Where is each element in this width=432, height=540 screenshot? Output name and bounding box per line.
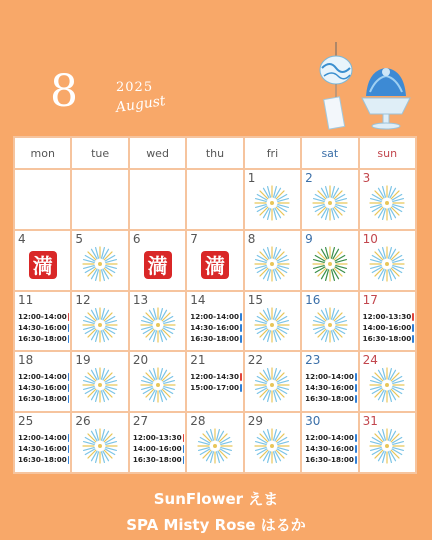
day-cell-10[interactable] bbox=[360, 231, 415, 290]
time-slot[interactable] bbox=[18, 334, 69, 344]
empty-day-cell bbox=[130, 170, 185, 229]
shaved-ice-icon bbox=[356, 62, 416, 136]
time-slot[interactable] bbox=[18, 323, 69, 333]
weekday-header-wed: wed bbox=[130, 138, 185, 168]
time-slot-list bbox=[305, 433, 356, 465]
time-slot-label: 12:00-14:00 bbox=[190, 311, 240, 321]
day-cell-6[interactable] bbox=[130, 231, 185, 290]
weekday-header-sun: sun bbox=[360, 138, 415, 168]
time-slot-label: 12:00-14:00 bbox=[305, 433, 354, 443]
day-number: 11 bbox=[18, 292, 34, 307]
firework-icon bbox=[80, 426, 120, 466]
time-slot[interactable] bbox=[190, 372, 241, 382]
firework-icon bbox=[252, 426, 292, 466]
day-cell-5[interactable] bbox=[72, 231, 127, 290]
day-number: 13 bbox=[132, 292, 149, 307]
day-number: 28 bbox=[190, 414, 206, 429]
open-status-icon bbox=[183, 456, 185, 464]
day-number: 23 bbox=[305, 353, 321, 368]
day-cell-7[interactable] bbox=[187, 231, 242, 290]
time-slot-label: 12:00-13:30 bbox=[362, 311, 412, 321]
open-status-icon bbox=[355, 434, 357, 442]
time-slot-label: 16:30-18:00 bbox=[305, 455, 354, 465]
time-slot[interactable] bbox=[18, 372, 69, 382]
time-slot-label: 16:30-18:00 bbox=[18, 333, 67, 343]
time-slot[interactable] bbox=[305, 372, 356, 382]
day-number: 24 bbox=[362, 353, 378, 368]
day-number: 15 bbox=[247, 292, 263, 307]
time-slot-label: 16:30-18:00 bbox=[190, 333, 240, 343]
firework-icon bbox=[310, 305, 350, 345]
day-cell-18[interactable] bbox=[15, 352, 70, 411]
day-cell-13[interactable] bbox=[130, 292, 185, 351]
open-status-icon bbox=[183, 445, 185, 453]
time-slot-label: 12:00-14:00 bbox=[305, 372, 354, 382]
firework-icon bbox=[138, 305, 178, 345]
day-cell-17[interactable] bbox=[360, 292, 415, 351]
day-number: 30 bbox=[305, 414, 321, 429]
open-status-icon bbox=[355, 384, 357, 392]
day-cell-20[interactable] bbox=[130, 352, 185, 411]
time-slot-list bbox=[190, 312, 241, 344]
open-status-icon bbox=[240, 335, 242, 343]
day-number: 6 bbox=[132, 231, 141, 246]
day-number: 9 bbox=[305, 231, 313, 246]
open-status-icon bbox=[68, 335, 70, 343]
day-number: 29 bbox=[247, 414, 263, 429]
firework-icon bbox=[80, 244, 120, 284]
time-slot-label: 12:00-13:30 bbox=[132, 433, 182, 443]
time-slot[interactable] bbox=[363, 334, 414, 344]
time-slot-label: 12:00-14:00 bbox=[18, 311, 67, 321]
open-status-icon bbox=[68, 324, 70, 332]
day-cell-25[interactable] bbox=[15, 413, 70, 472]
time-slot-list bbox=[18, 312, 69, 344]
open-status-icon bbox=[355, 373, 357, 381]
day-cell-9[interactable] bbox=[302, 231, 357, 290]
day-number: 31 bbox=[362, 414, 378, 429]
time-slot[interactable] bbox=[190, 334, 241, 344]
time-slot-list bbox=[190, 372, 241, 393]
day-number: 26 bbox=[75, 414, 91, 429]
firework-icon bbox=[367, 426, 407, 466]
day-number: 5 bbox=[75, 231, 84, 246]
day-number: 12 bbox=[75, 292, 91, 307]
day-cell-12[interactable] bbox=[72, 292, 127, 351]
open-status-icon bbox=[240, 324, 242, 332]
full-status-icon bbox=[183, 434, 185, 442]
time-slot[interactable] bbox=[363, 323, 414, 333]
time-slot-label: 16:30-18:00 bbox=[18, 455, 67, 465]
day-cell-26[interactable] bbox=[72, 413, 127, 472]
open-status-icon bbox=[240, 384, 242, 392]
weekday-header-fri: fri bbox=[245, 138, 300, 168]
open-status-icon bbox=[412, 335, 414, 343]
day-number: 2 bbox=[305, 171, 313, 185]
day-number: 3 bbox=[362, 171, 371, 185]
time-slot-label: 16:30-18:00 bbox=[362, 333, 412, 343]
day-cell-3[interactable] bbox=[360, 170, 415, 229]
day-number: 18 bbox=[18, 353, 34, 368]
day-cell-11[interactable] bbox=[15, 292, 70, 351]
day-cell-22[interactable] bbox=[245, 352, 300, 411]
time-slot-label: 14:30-16:00 bbox=[18, 444, 67, 454]
day-number: 21 bbox=[190, 353, 206, 368]
weekday-header-sat: sat bbox=[302, 138, 357, 168]
open-status-icon bbox=[355, 445, 357, 453]
open-status-icon bbox=[68, 445, 70, 453]
fully-booked-badge: 満 bbox=[201, 251, 229, 279]
day-cell-8[interactable] bbox=[245, 231, 300, 290]
day-cell-2[interactable] bbox=[302, 170, 357, 229]
time-slot[interactable] bbox=[133, 455, 184, 465]
full-status-icon bbox=[240, 373, 242, 381]
open-status-icon bbox=[68, 384, 70, 392]
day-number: 4 bbox=[18, 231, 26, 246]
fully-booked-badge: 満 bbox=[29, 251, 57, 279]
time-slot-list bbox=[363, 312, 414, 344]
weekday-header-mon: mon bbox=[15, 138, 70, 168]
time-slot-list bbox=[305, 372, 356, 404]
time-slot-label: 14:30-16:00 bbox=[18, 383, 67, 393]
time-slot[interactable] bbox=[190, 312, 241, 322]
day-number: 19 bbox=[75, 353, 91, 368]
time-slot[interactable] bbox=[190, 383, 241, 393]
time-slot[interactable] bbox=[18, 383, 69, 393]
time-slot-label: 16:30-18:00 bbox=[18, 394, 67, 404]
full-status-icon bbox=[68, 313, 70, 321]
footer-line-2: SPA Misty Rose はるか bbox=[126, 516, 306, 534]
time-slot-label: 16:30-18:00 bbox=[132, 455, 182, 465]
day-cell-29[interactable] bbox=[245, 413, 300, 472]
firework-icon bbox=[310, 183, 350, 223]
empty-day-cell bbox=[15, 170, 70, 229]
day-number: 7 bbox=[190, 231, 198, 246]
day-number: 27 bbox=[132, 414, 149, 429]
open-status-icon bbox=[68, 373, 70, 381]
weekday-header-tue: tue bbox=[72, 138, 127, 168]
time-slot[interactable] bbox=[305, 433, 356, 443]
day-cell-21[interactable] bbox=[187, 352, 242, 411]
time-slot-list bbox=[18, 372, 69, 404]
time-slot-label: 15:00-17:00 bbox=[190, 383, 240, 393]
time-slot-list bbox=[18, 433, 69, 465]
time-slot-label: 14:00-16:00 bbox=[132, 444, 182, 454]
open-status-icon bbox=[68, 456, 70, 464]
time-slot[interactable] bbox=[18, 312, 69, 322]
firework-icon bbox=[367, 244, 407, 284]
calendar-grid bbox=[13, 136, 417, 474]
day-cell-24[interactable] bbox=[360, 352, 415, 411]
time-slot-label: 14:30-16:00 bbox=[18, 322, 67, 332]
footer-line-1: SunFlower えま bbox=[153, 490, 279, 508]
open-status-icon bbox=[412, 324, 414, 332]
open-status-icon bbox=[355, 395, 357, 403]
firework-icon bbox=[252, 244, 292, 284]
firework-icon bbox=[252, 183, 292, 223]
day-cell-28[interactable] bbox=[187, 413, 242, 472]
time-slot[interactable] bbox=[305, 444, 356, 454]
time-slot[interactable] bbox=[190, 323, 241, 333]
day-cell-23[interactable] bbox=[302, 352, 357, 411]
firework-icon bbox=[252, 305, 292, 345]
day-cell-4[interactable] bbox=[15, 231, 70, 290]
open-status-icon bbox=[240, 313, 242, 321]
firework-icon bbox=[80, 305, 120, 345]
time-slot-label: 14:30-16:00 bbox=[305, 444, 354, 454]
firework-icon bbox=[252, 365, 292, 405]
firework-icon bbox=[367, 365, 407, 405]
open-status-icon bbox=[355, 456, 357, 464]
day-cell-1[interactable] bbox=[245, 170, 300, 229]
weekday-header-thu: thu bbox=[187, 138, 242, 168]
day-cell-14[interactable] bbox=[187, 292, 242, 351]
fully-booked-badge: 満 bbox=[144, 251, 172, 279]
time-slot-label: 12:00-14:30 bbox=[190, 372, 240, 382]
time-slot[interactable] bbox=[363, 312, 414, 322]
day-number: 1 bbox=[247, 171, 256, 185]
firework-green-icon bbox=[310, 244, 350, 284]
time-slot[interactable] bbox=[18, 433, 69, 443]
open-status-icon bbox=[68, 434, 70, 442]
month-name: August bbox=[114, 93, 167, 116]
empty-day-cell bbox=[187, 170, 242, 229]
day-number: 25 bbox=[18, 414, 34, 429]
time-slot-label: 14:30-16:00 bbox=[190, 322, 240, 332]
day-cell-16[interactable] bbox=[302, 292, 357, 351]
time-slot-label: 14:00-16:00 bbox=[362, 322, 412, 332]
day-cell-19[interactable] bbox=[72, 352, 127, 411]
day-cell-31[interactable] bbox=[360, 413, 415, 472]
time-slot[interactable] bbox=[18, 444, 69, 454]
empty-day-cell bbox=[72, 170, 127, 229]
time-slot[interactable] bbox=[305, 383, 356, 393]
wind-chime-icon bbox=[300, 42, 360, 134]
open-status-icon bbox=[68, 395, 70, 403]
day-number: 14 bbox=[190, 292, 206, 307]
time-slot[interactable] bbox=[18, 455, 69, 465]
day-number: 10 bbox=[362, 231, 378, 246]
day-number: 22 bbox=[247, 353, 263, 368]
day-cell-27[interactable] bbox=[130, 413, 185, 472]
time-slot-label: 12:00-14:00 bbox=[18, 433, 67, 443]
firework-icon bbox=[138, 365, 178, 405]
full-status-icon bbox=[412, 313, 414, 321]
firework-icon bbox=[367, 183, 407, 223]
day-cell-15[interactable] bbox=[245, 292, 300, 351]
time-slot[interactable] bbox=[133, 433, 184, 443]
time-slot-label: 16:30-18:00 bbox=[305, 394, 354, 404]
calendar-header bbox=[0, 0, 432, 140]
time-slot-list bbox=[133, 433, 184, 465]
time-slot[interactable] bbox=[305, 455, 356, 465]
day-number: 17 bbox=[362, 292, 378, 307]
month-number: 8 bbox=[50, 66, 78, 117]
time-slot[interactable] bbox=[133, 444, 184, 454]
time-slot-label: 12:00-14:00 bbox=[18, 372, 67, 382]
year-label: 2025 bbox=[116, 80, 154, 95]
firework-icon bbox=[80, 365, 120, 405]
day-number: 20 bbox=[132, 353, 149, 368]
firework-icon bbox=[195, 426, 235, 466]
day-number: 8 bbox=[247, 231, 256, 246]
day-number: 16 bbox=[305, 292, 321, 307]
time-slot[interactable] bbox=[305, 394, 356, 404]
day-cell-30[interactable] bbox=[302, 413, 357, 472]
time-slot-label: 14:30-16:00 bbox=[305, 383, 354, 393]
time-slot[interactable] bbox=[18, 394, 69, 404]
